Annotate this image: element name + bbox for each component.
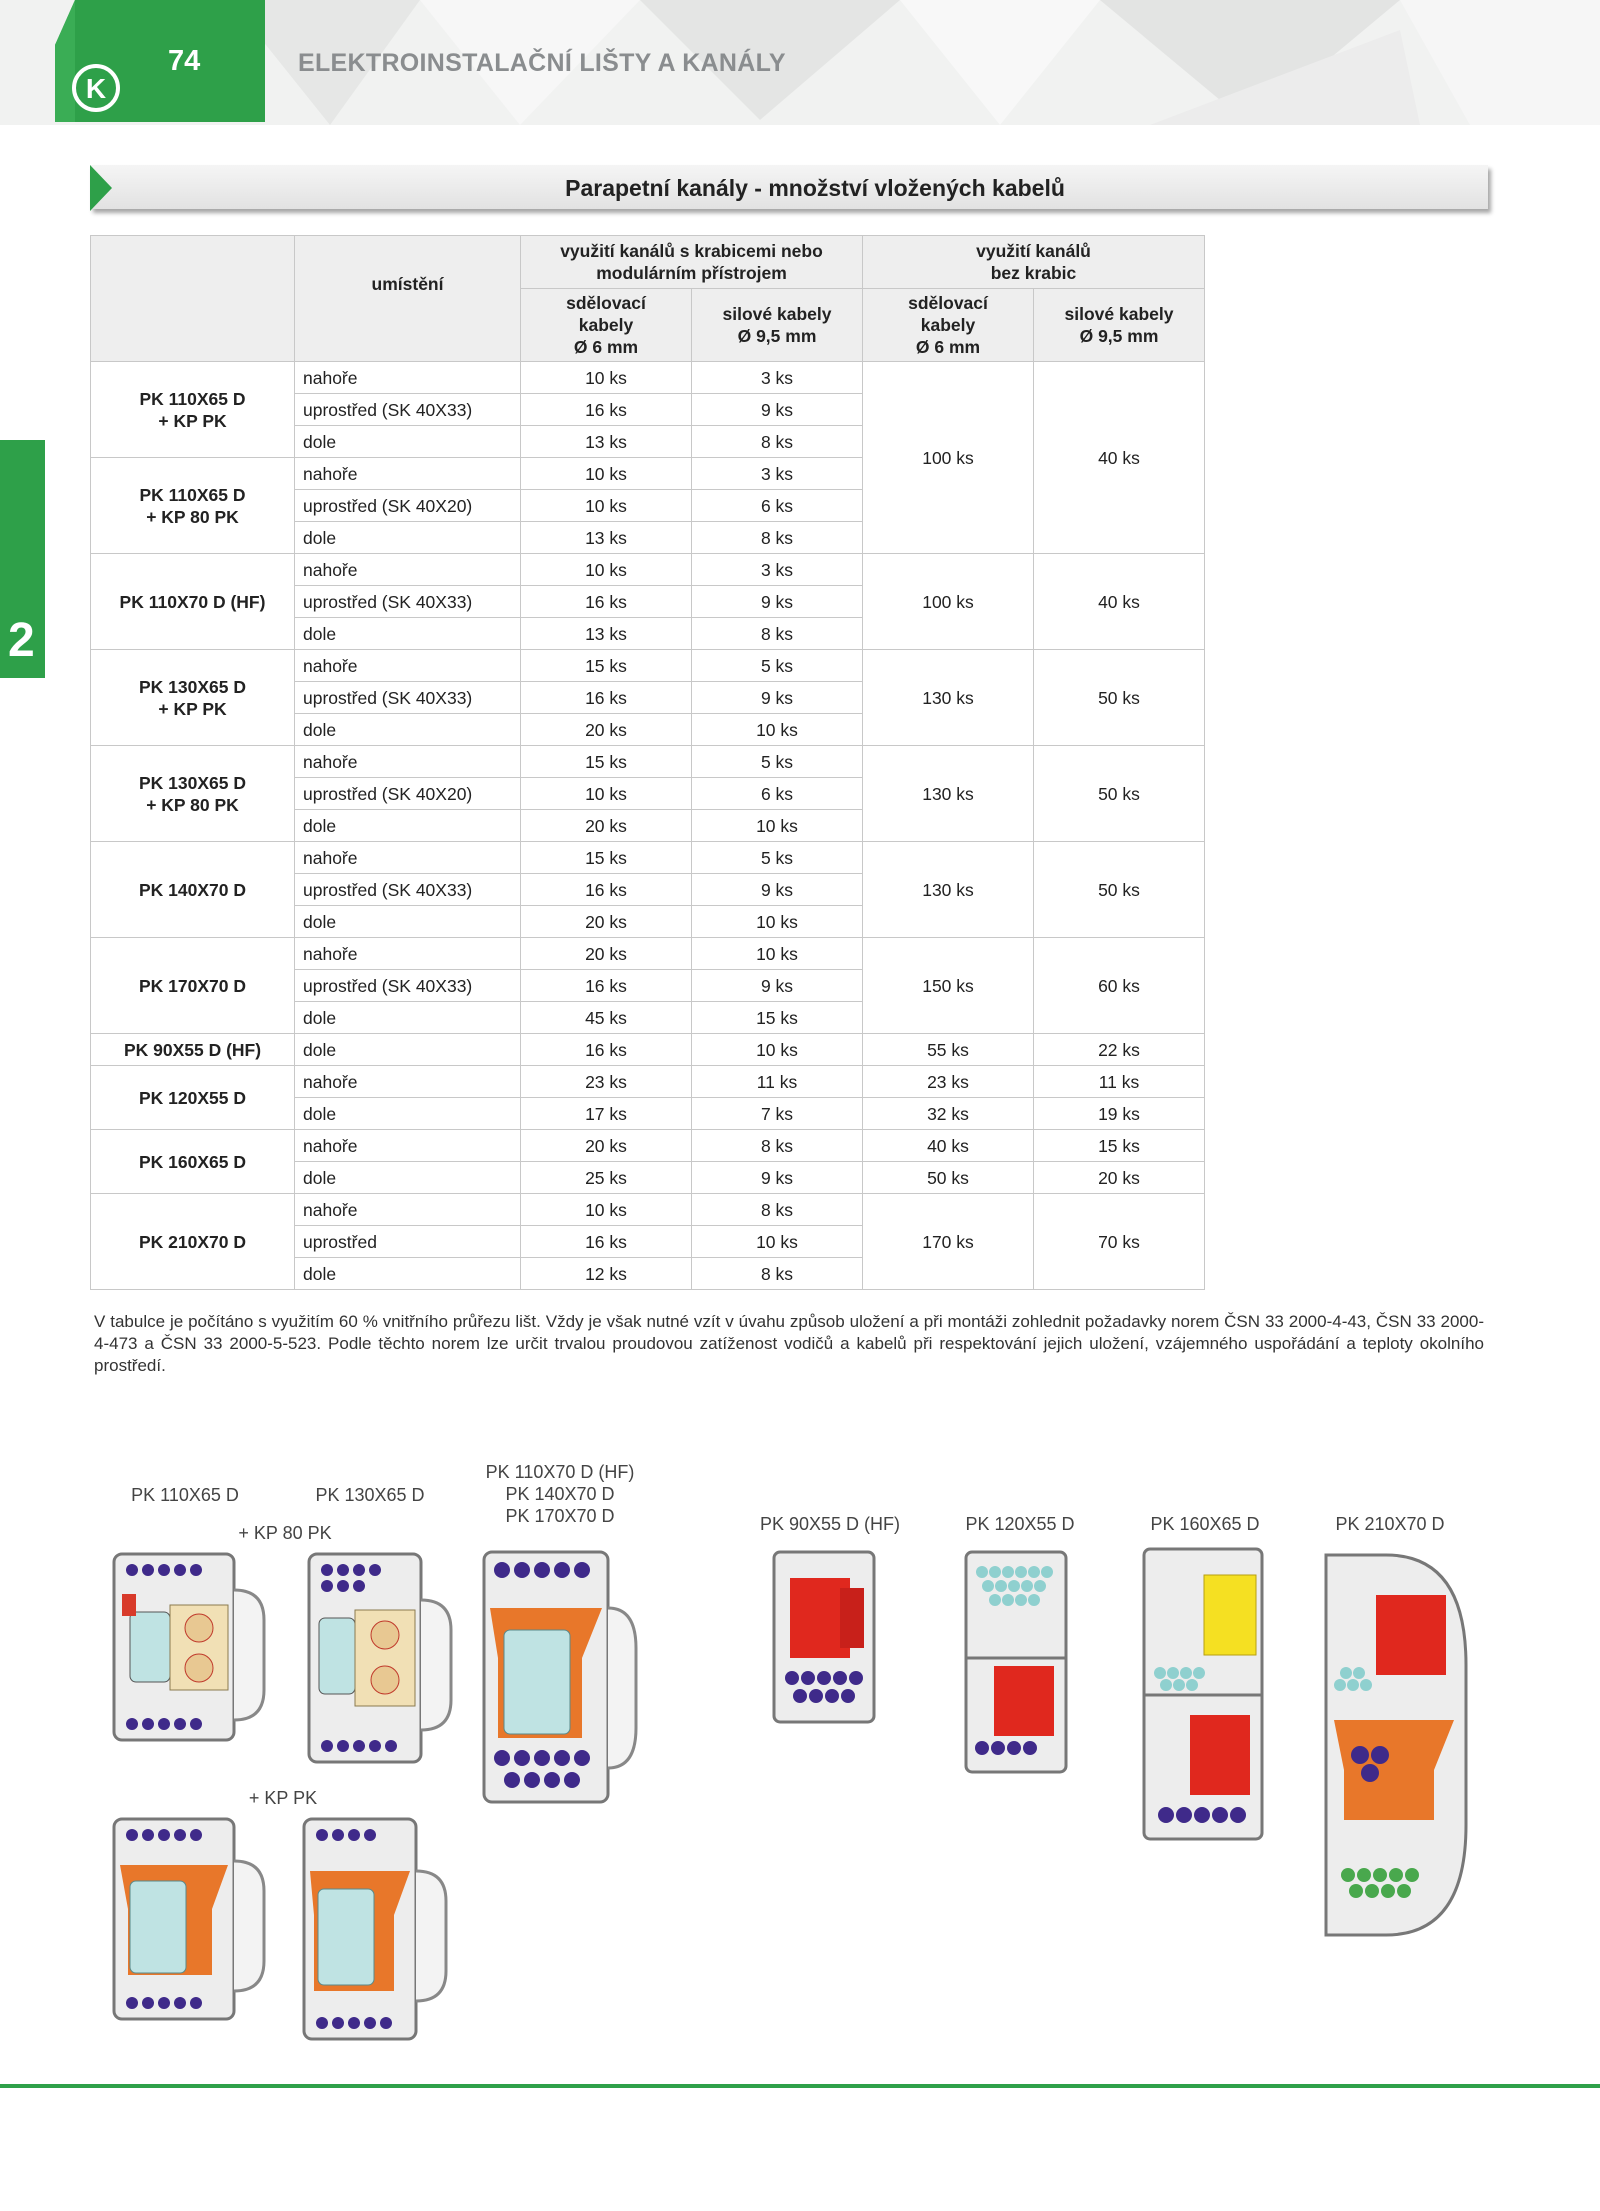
trunking-diagram-pk210x70 — [1320, 1545, 1480, 1945]
product-name-cell — [91, 746, 295, 842]
table-row — [91, 1066, 1205, 1098]
table-header-power-cables — [692, 289, 863, 362]
signal-boxed-cell: 10 ks — [521, 490, 692, 522]
power-boxed-cell: 10 ks — [692, 1226, 863, 1258]
power-boxed-cell: 10 ks — [692, 714, 863, 746]
trunking-diagram-pk90x55 — [770, 1548, 880, 1728]
location-cell: nahoře — [295, 458, 521, 490]
signal-nobox-cell: 100 ks — [863, 554, 1034, 650]
location-cell: nahoře — [295, 938, 521, 970]
product-name-line: PK 170X70 D — [138, 975, 246, 996]
signal-boxed-cell: 20 ks — [521, 906, 692, 938]
caption-line: PK 140X70 D — [505, 1484, 615, 1504]
power-boxed-cell: 3 ks — [692, 362, 863, 394]
location-cell: dole — [295, 810, 521, 842]
figure-caption: PK 130X65 D — [315, 1485, 425, 1505]
header-line: Ø 9,5 mm — [1079, 326, 1159, 346]
location-cell: nahoře — [295, 362, 521, 394]
header-line: silové kabely — [722, 304, 832, 324]
power-boxed-cell: 9 ks — [692, 874, 863, 906]
table-header-signal-cables — [521, 289, 692, 362]
table-header-without-boxes — [863, 236, 1205, 289]
product-name-cell — [91, 362, 295, 458]
power-boxed-cell: 8 ks — [692, 618, 863, 650]
header-line: modulárním přístrojem — [596, 263, 787, 283]
location-cell: uprostřed — [295, 1226, 521, 1258]
figure-caption: + KP 80 PK — [238, 1523, 332, 1543]
power-boxed-cell: 9 ks — [692, 970, 863, 1002]
signal-nobox-cell: 130 ks — [863, 746, 1034, 842]
header-line: kabely — [578, 315, 634, 335]
power-boxed-cell: 8 ks — [692, 1194, 863, 1226]
power-boxed-cell: 9 ks — [692, 586, 863, 618]
signal-boxed-cell: 45 ks — [521, 1002, 692, 1034]
power-nobox-cell: 50 ks — [1034, 650, 1205, 746]
product-name-line: PK 130X65 D — [138, 772, 246, 793]
location-cell: nahoře — [295, 746, 521, 778]
power-boxed-cell: 9 ks — [692, 1162, 863, 1194]
location-cell: nahoře — [295, 1130, 521, 1162]
power-nobox-cell: 50 ks — [1034, 842, 1205, 938]
chapter-number: 2 — [8, 614, 35, 667]
product-name-cell — [91, 842, 295, 938]
header-line: využití kanálů s krabicemi nebo — [560, 241, 823, 261]
signal-boxed-cell: 16 ks — [521, 1034, 692, 1066]
product-name-line: + KP 80 PK — [146, 506, 239, 527]
power-boxed-cell: 15 ks — [692, 1002, 863, 1034]
signal-boxed-cell: 13 ks — [521, 522, 692, 554]
power-boxed-cell: 5 ks — [692, 842, 863, 874]
signal-nobox-cell: 100 ks — [863, 362, 1034, 554]
product-name-line: PK 140X70 D — [138, 879, 246, 900]
power-nobox-cell: 20 ks — [1034, 1162, 1205, 1194]
caption-line: PK 110X70 D (HF) — [485, 1462, 635, 1482]
location-cell: nahoře — [295, 650, 521, 682]
section-banner — [90, 165, 1490, 211]
power-boxed-cell: 10 ks — [692, 938, 863, 970]
header-line: využití kanálů — [976, 241, 1091, 261]
signal-boxed-cell: 13 ks — [521, 426, 692, 458]
trunking-diagram-pk110x65-kppk — [110, 1815, 270, 2025]
signal-nobox-cell: 150 ks — [863, 938, 1034, 1034]
table-row — [91, 650, 1205, 682]
table-row — [91, 1130, 1205, 1162]
figure-caption: PK 110X65 D — [131, 1485, 239, 1505]
header-line: bez krabic — [990, 263, 1077, 283]
table-row — [91, 362, 1205, 394]
table-header-corner — [91, 236, 295, 362]
header-line: Ø 6 mm — [915, 337, 981, 357]
power-nobox-cell: 40 ks — [1034, 362, 1205, 554]
figure-caption-group — [465, 1461, 655, 1527]
power-nobox-cell: 50 ks — [1034, 746, 1205, 842]
table-footnote: V tabulce je počítáno s využitím 60 % vnitřního průřezu lišt. Vždy je však nutné vzít v úvahu způsob uložení a při montáži zohlednit požadavky norem ČSN 33 2000-4-43, ČSN 33 2000-4-473 a ČSN 33 2000-5-523. Podle těchto norem lze určit trvalou proudovou zatíženost vodičů a kabelů při respektování jejich uložení, vzájemného uspořádání a teploty okolního prostředí. — [94, 1312, 1484, 1375]
table-header-signal-cables — [863, 289, 1034, 362]
signal-boxed-cell: 25 ks — [521, 1162, 692, 1194]
product-name-line: + KP PK — [158, 698, 227, 719]
product-name-line: PK 110X70 D (HF) — [119, 591, 266, 612]
power-boxed-cell: 10 ks — [692, 906, 863, 938]
signal-nobox-cell: 50 ks — [863, 1162, 1034, 1194]
signal-nobox-cell: 130 ks — [863, 650, 1034, 746]
page-number: 74 — [168, 45, 201, 77]
power-nobox-cell: 70 ks — [1034, 1194, 1205, 1290]
location-cell: dole — [295, 1258, 521, 1290]
table-header-location: umístění — [295, 236, 521, 362]
power-boxed-cell: 8 ks — [692, 1258, 863, 1290]
header-line: kabely — [920, 315, 976, 335]
signal-boxed-cell: 15 ks — [521, 650, 692, 682]
header-line: Ø 9,5 mm — [737, 326, 817, 346]
trunking-diagram-pk130x65-kp80 — [305, 1550, 465, 1770]
signal-boxed-cell: 15 ks — [521, 842, 692, 874]
signal-nobox-cell: 55 ks — [863, 1034, 1034, 1066]
trunking-diagram-pk110x65-kp80 — [110, 1550, 270, 1750]
signal-nobox-cell: 23 ks — [863, 1066, 1034, 1098]
signal-boxed-cell: 10 ks — [521, 554, 692, 586]
trunking-diagram-pk110x70-group — [480, 1548, 640, 1808]
cable-capacity-table — [90, 235, 1205, 1290]
power-boxed-cell: 3 ks — [692, 554, 863, 586]
product-name-cell — [91, 938, 295, 1034]
table-header-power-cables — [1034, 289, 1205, 362]
signal-boxed-cell: 10 ks — [521, 362, 692, 394]
section-title: Parapetní kanály - množství vložených kabelů — [565, 175, 1065, 201]
table-row — [91, 842, 1205, 874]
figure-caption: + KP PK — [248, 1788, 318, 1808]
signal-boxed-cell: 20 ks — [521, 714, 692, 746]
header-line: sdělovací — [566, 293, 646, 313]
location-cell: nahoře — [295, 842, 521, 874]
power-boxed-cell: 3 ks — [692, 458, 863, 490]
signal-boxed-cell: 17 ks — [521, 1098, 692, 1130]
signal-boxed-cell: 16 ks — [521, 586, 692, 618]
product-name-line: PK 130X65 D — [138, 676, 246, 697]
power-boxed-cell: 9 ks — [692, 682, 863, 714]
power-nobox-cell: 60 ks — [1034, 938, 1205, 1034]
location-cell: dole — [295, 618, 521, 650]
product-name-line: PK 210X70 D — [138, 1231, 246, 1252]
product-name-line: PK 160X65 D — [138, 1151, 246, 1172]
signal-boxed-cell: 16 ks — [521, 1226, 692, 1258]
power-boxed-cell: 10 ks — [692, 810, 863, 842]
footer-rule — [0, 2084, 1600, 2088]
product-name-cell — [91, 1194, 295, 1290]
product-name-line: + KP 80 PK — [146, 794, 239, 815]
power-boxed-cell: 8 ks — [692, 426, 863, 458]
table-row — [91, 1034, 1205, 1066]
product-name-cell — [91, 554, 295, 650]
location-cell: uprostřed (SK 40X20) — [295, 778, 521, 810]
power-boxed-cell: 8 ks — [692, 522, 863, 554]
location-cell: uprostřed (SK 40X33) — [295, 970, 521, 1002]
figure-caption: PK 210X70 D — [1335, 1514, 1445, 1534]
product-name-line: PK 110X65 D — [139, 484, 246, 505]
signal-nobox-cell: 40 ks — [863, 1130, 1034, 1162]
signal-boxed-cell: 10 ks — [521, 1194, 692, 1226]
figure-caption: PK 120X55 D — [965, 1514, 1075, 1534]
product-name-line: PK 90X55 D (HF) — [123, 1039, 262, 1060]
location-cell: nahoře — [295, 1194, 521, 1226]
power-boxed-cell: 10 ks — [692, 1034, 863, 1066]
location-cell: dole — [295, 1002, 521, 1034]
power-boxed-cell: 11 ks — [692, 1066, 863, 1098]
svg-text:K: K — [85, 73, 107, 104]
table-row — [91, 746, 1205, 778]
header-line: sdělovací — [908, 293, 988, 313]
figure-caption: PK 90X55 D (HF) — [759, 1514, 901, 1534]
chapter-side-tab — [0, 440, 45, 678]
trunking-diagram-pk120x55 — [962, 1548, 1072, 1778]
product-name-cell — [91, 650, 295, 746]
location-cell: uprostřed (SK 40X33) — [295, 586, 521, 618]
product-name-cell — [91, 1034, 295, 1066]
signal-boxed-cell: 13 ks — [521, 618, 692, 650]
trunking-diagram-pk130x65-kppk — [300, 1815, 460, 2045]
signal-boxed-cell: 15 ks — [521, 746, 692, 778]
signal-nobox-cell: 32 ks — [863, 1098, 1034, 1130]
caption-line: PK 170X70 D — [505, 1506, 615, 1526]
table-row — [91, 1194, 1205, 1226]
location-cell: dole — [295, 714, 521, 746]
power-boxed-cell: 7 ks — [692, 1098, 863, 1130]
power-nobox-cell: 40 ks — [1034, 554, 1205, 650]
signal-nobox-cell: 130 ks — [863, 842, 1034, 938]
product-name-cell — [91, 1130, 295, 1194]
chapter-title: ELEKTROINSTALAČNÍ LIŠTY A KANÁLY — [298, 49, 786, 77]
location-cell: dole — [295, 1034, 521, 1066]
header-line: Ø 6 mm — [573, 337, 639, 357]
location-cell: uprostřed (SK 40X33) — [295, 682, 521, 714]
trunking-diagram-pk160x65 — [1140, 1545, 1270, 1845]
product-name-line: PK 120X55 D — [138, 1087, 246, 1108]
signal-boxed-cell: 10 ks — [521, 458, 692, 490]
power-nobox-cell: 22 ks — [1034, 1034, 1205, 1066]
signal-boxed-cell: 16 ks — [521, 970, 692, 1002]
product-name-cell — [91, 1066, 295, 1130]
power-nobox-cell: 11 ks — [1034, 1066, 1205, 1098]
power-boxed-cell: 6 ks — [692, 778, 863, 810]
location-cell: uprostřed (SK 40X20) — [295, 490, 521, 522]
table-row — [91, 938, 1205, 970]
location-cell: dole — [295, 522, 521, 554]
table-row — [91, 554, 1205, 586]
signal-boxed-cell: 20 ks — [521, 938, 692, 970]
location-cell: uprostřed (SK 40X33) — [295, 394, 521, 426]
location-cell: dole — [295, 1098, 521, 1130]
signal-boxed-cell: 20 ks — [521, 810, 692, 842]
signal-boxed-cell: 16 ks — [521, 874, 692, 906]
header-line: silové kabely — [1064, 304, 1174, 324]
power-nobox-cell: 19 ks — [1034, 1098, 1205, 1130]
product-name-line: PK 110X65 D — [139, 388, 246, 409]
signal-boxed-cell: 10 ks — [521, 778, 692, 810]
table-header-with-boxes — [521, 236, 863, 289]
signal-boxed-cell: 23 ks — [521, 1066, 692, 1098]
signal-boxed-cell: 20 ks — [521, 1130, 692, 1162]
location-cell: dole — [295, 426, 521, 458]
signal-boxed-cell: 16 ks — [521, 682, 692, 714]
product-name-line: + KP PK — [158, 410, 227, 431]
signal-boxed-cell: 12 ks — [521, 1258, 692, 1290]
brand-logo — [70, 62, 122, 114]
power-boxed-cell: 8 ks — [692, 1130, 863, 1162]
product-name-cell — [91, 458, 295, 554]
power-boxed-cell: 5 ks — [692, 746, 863, 778]
location-cell: dole — [295, 1162, 521, 1194]
location-cell: nahoře — [295, 554, 521, 586]
figure-caption: PK 160X65 D — [1150, 1514, 1260, 1534]
power-boxed-cell: 9 ks — [692, 394, 863, 426]
signal-nobox-cell: 170 ks — [863, 1194, 1034, 1290]
location-cell: nahoře — [295, 1066, 521, 1098]
signal-boxed-cell: 16 ks — [521, 394, 692, 426]
power-boxed-cell: 6 ks — [692, 490, 863, 522]
location-cell: uprostřed (SK 40X33) — [295, 874, 521, 906]
power-nobox-cell: 15 ks — [1034, 1130, 1205, 1162]
location-cell: dole — [295, 906, 521, 938]
power-boxed-cell: 5 ks — [692, 650, 863, 682]
